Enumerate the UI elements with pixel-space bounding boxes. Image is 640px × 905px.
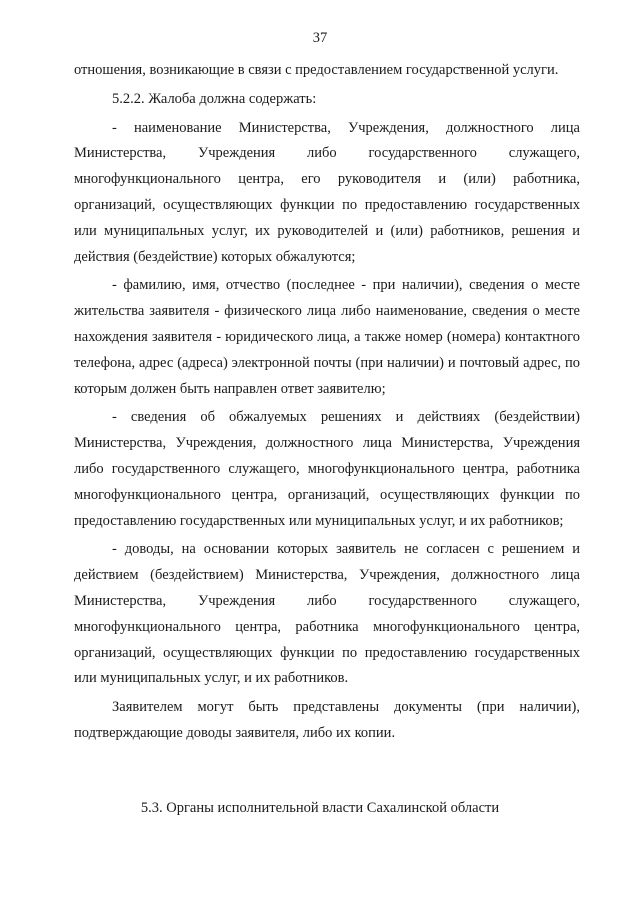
paragraph-list-item: - наименование Министерства, Учреждения, должностного лица Министерства, Учреждения либо государственного служащего, многофункционального центра, его руководителя и (или) работника, организаций, осуществляющих функции по предоставлению государственных или муниципальных услуг, их руководителей и (или) работников, решения и действия (бездействие) которых обжалуются; [74,119,580,265]
paragraph-list-item: - фамилию, имя, отчество (последнее - при наличии), сведения о месте жительства заявителя - физического лица либо наименование, сведения о месте нахождения заявителя - юридического лица, а также номер (номера) контактного телефона, адрес (адреса) электронной почты (при наличии) и почтовый адрес, по которым должен быть направлен ответ заявителю; [74,277,580,397]
document-body [74,58,580,747]
paragraph-list-item: - сведения об обжалуемых решениях и действиях (бездействии) Министерства, Учреждения, должностного лица Министерства, Учреждения либо государственного служащего, многофункционального центра, работника многофункционального центра, организаций, осуществляющих функции по предоставлению государственных или муниципальных услуг, и их работников; [74,409,580,529]
paragraph-section-heading: 5.2.2. Жалоба должна содержать: [112,90,317,107]
paragraph-closing: Заявителем могут быть представлены документы (при наличии), подтверждающие доводы заявителя, либо их копии. [74,699,580,741]
page-number: 37 [312,30,328,46]
section-subheading: 5.3. Органы исполнительной власти Сахалинской области [140,800,500,816]
paragraph-list-item: - доводы, на основании которых заявитель не согласен с решением и действием (бездействием) Министерства, Учреждения, должностного лица Министерства, Учреждения либо государственного служащего, многофункционального центра, работника многофункционального центра, организаций, осуществляющих функции по предоставлению государственных или муниципальных услуг, и их работников. [74,541,580,687]
paragraph-continuation: отношения, возникающие в связи с предоставлением государственной услуги. [74,62,559,78]
